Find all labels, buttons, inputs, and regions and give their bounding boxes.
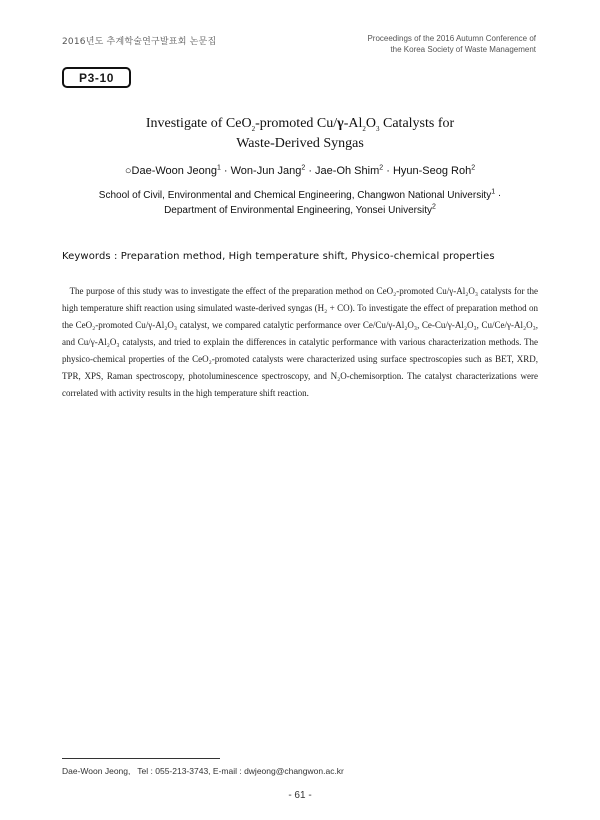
author-1-name: Dae-Woon Jeong <box>131 165 217 177</box>
running-header-line-2: the Korea Society of Waste Management <box>390 45 536 54</box>
title-part-3: -Al <box>343 116 363 131</box>
author-1-marker: ○ <box>124 165 132 177</box>
author-2-affiliation: 2 <box>301 164 306 172</box>
title-part-5: Catalysts for <box>379 116 455 131</box>
affiliation-1-tail: · <box>495 190 502 201</box>
author-4-name: Hyun-Seog Roh <box>392 165 472 177</box>
affiliation-1-mark: 1 <box>491 188 496 196</box>
affiliation-2-mark: 2 <box>432 203 436 211</box>
author-2-name: Won-Jun Jang <box>230 165 302 177</box>
title-part-4: O <box>365 116 376 131</box>
abstract-body: The purpose of this study was to investigate the effect of the preparation method on CeO₂-promoted Cu/γ-Al₂O₃ catalysts for the high temperature shift reaction using simulated waste-derived syngas (H₂ + CO). To investigate the effect of preparation method on the CeO₂-promoted Cu/γ-Al₂O₃ catalyst, we compared catalytic performance over Ce/Cu/γ-Al₂O₃, Ce-Cu/γ-Al₂O₃, Cu/Ce/γ-Al₂O₃, and Cu/γ-Al₂O₃ catalysts, and tried to explain the differences in catalytic performance with various characterization methods. The physico-chemical properties of the CeO₂-promoted catalysts were characterized using surface spectroscopies such as BET, XRD, TPR, XPS, Raman spectroscopy, photoluminescence spectroscopy, and N₂O-chemisorption. The catalyst characterizations were correlated with activity results in the high temperature shift reaction. <box>62 286 541 398</box>
running-header-line-1: Proceedings of the 2016 Autumn Conference of <box>367 34 536 43</box>
title-line-2: Waste-Derived Syngas <box>236 136 364 151</box>
running-header-korean: 2016년도 추계학술연구발표회 논문집 <box>62 37 217 47</box>
affiliation-2 <box>0 203 600 218</box>
author-1-affiliation: 1 <box>216 164 221 172</box>
title-part-1: Investigate of CeO <box>145 116 252 131</box>
running-header-english <box>367 33 536 55</box>
author-3-name: Jae-Oh Shim <box>315 165 380 177</box>
paper-code-badge: P3-10 <box>62 67 131 88</box>
title-part-2: -promoted Cu/ <box>255 116 338 131</box>
corresponding-author-footnote: Dae-Woon Jeong, Tel : 055-213-3743, E-mail : dwjeong@changwon.ac.kr <box>62 766 344 776</box>
title-subscript-3: 3 <box>376 124 380 133</box>
footnote-divider <box>62 758 220 759</box>
title-gamma: γ <box>337 116 344 131</box>
author-3-affiliation: 2 <box>379 164 384 172</box>
author-separator: · <box>383 165 393 177</box>
page-number: - 61 - <box>288 790 312 801</box>
affiliation-2-text: Department of Environmental Engineering, Yonsei University <box>164 205 433 216</box>
affiliation-1-text: School of Civil, Environmental and Chemical Engineering, Changwon National University <box>98 190 492 201</box>
author-4-affiliation: 2 <box>471 164 476 172</box>
keywords-line: Keywords : Preparation method, High temperature shift, Physico-chemical properties <box>62 251 495 262</box>
paper-title <box>0 114 600 154</box>
author-separator: · <box>305 165 316 177</box>
title-subscript-2: 2 <box>362 124 366 133</box>
affiliations <box>0 188 600 218</box>
title-line-1 <box>0 114 600 134</box>
author-list <box>0 165 600 177</box>
author-separator: · <box>220 165 231 177</box>
title-subscript-1: 2 <box>251 124 256 133</box>
affiliation-1 <box>0 188 600 203</box>
